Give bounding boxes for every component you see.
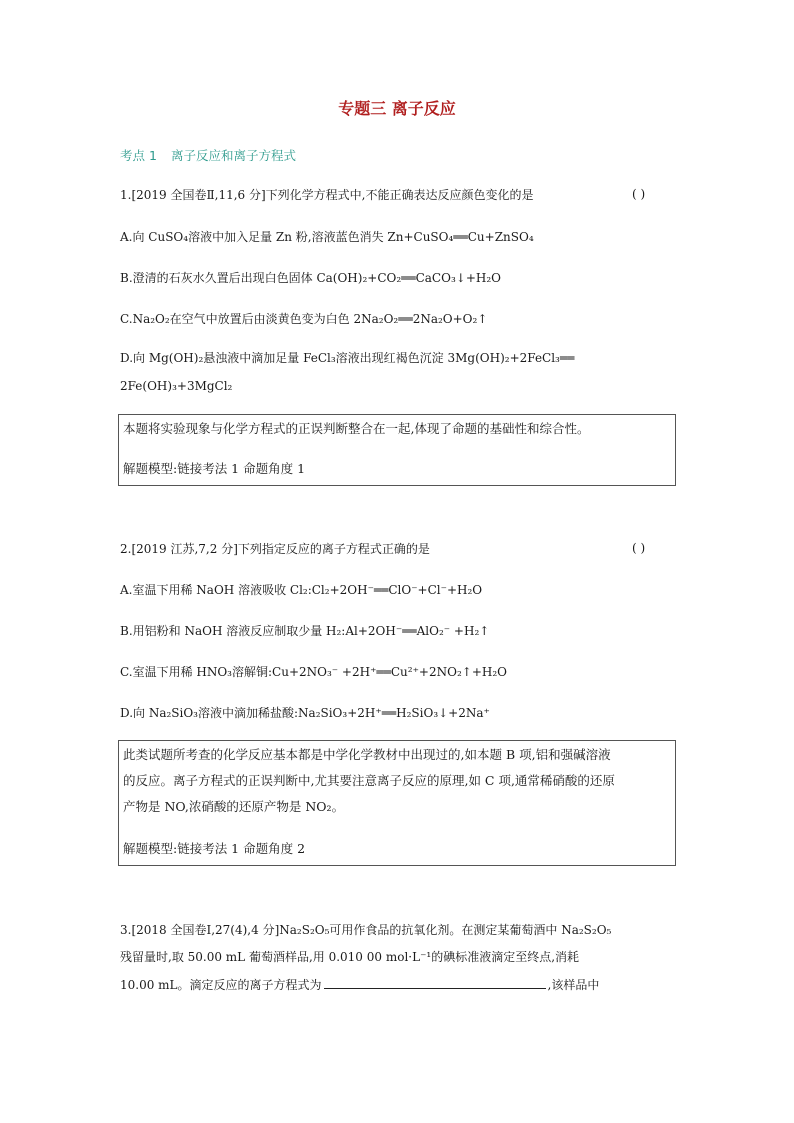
q1-option-d-line2: 2Fe(OH)₃+3MgCl₂ [120,379,233,393]
q1-solution-model: 解题模型:链接考法 1 命题角度 1 [123,461,306,476]
q2-option-c: C.室温下用稀 HNO₃溶解铜:Cu+2NO₃⁻ +2H⁺══Cu²⁺+2NO₂↑+H₂O [120,665,507,679]
q1-note-text: 本题将实验现象与化学方程式的正误判断整合在一起,体现了命题的基础性和综合性。 [123,421,590,436]
q2-option-b: B.用铝粉和 NaOH 溶液反应制取少量 H₂:Al+2OH⁻══AlO₂⁻ +H₂↑ [120,624,490,638]
q1-option-a: A.向 CuSO₄溶液中加入足量 Zn 粉,溶液蓝色消失 Zn+CuSO₄══Cu+ZnSO₄ [120,230,534,244]
q2-option-d: D.向 Na₂SiO₃溶液中滴加稀盐酸:Na₂SiO₃+2H⁺══H₂SiO₃↓+2Na⁺ [120,706,490,720]
q2-note-line3: 产物是 NO,浓硝酸的还原产物是 NO₂。 [123,799,345,814]
q2-option-a: A.室温下用稀 NaOH 溶液吸收 Cl₂:Cl₂+2OH⁻══ClO⁻+Cl⁻+H₂O [120,583,483,597]
q1-note-box [118,414,676,486]
q1-option-c: C.Na₂O₂在空气中放置后由淡黄色变为白色 2Na₂O₂══2Na₂O+O₂↑ [120,312,488,326]
q1-stem: 1.[2019 全国卷Ⅱ,11,6 分]下列化学方程式中,不能正确表达反应颜色变化的是 [120,188,534,202]
section-label: 考点 1 [120,148,157,163]
section-name: 离子反应和离子方程式 [170,148,296,163]
q2-note-line2: 的反应。离子方程式的正误判断中,尤其要注意离子反应的原理,如 C 项,通常稀硝酸的还原 [123,773,615,788]
q1-option-d-line1: D.向 Mg(OH)₂悬浊液中滴加足量 FeCl₃溶液出现红褐色沉淀 3Mg(OH)₂+2FeCl₃══ [120,351,575,365]
q3-line3 [120,976,599,993]
q3-line2: 残留量时,取 50.00 mL 葡萄酒样品,用 0.010 00 mol·L⁻¹的碘标准液滴定至终点,消耗 [120,950,580,964]
page-title: 专题三 离子反应 [338,99,456,118]
section-heading [120,146,296,164]
q3-line3-tail: ,该样品中 [547,978,600,992]
q2-note-box [118,740,676,866]
q1-option-b: B.澄清的石灰水久置后出现白色固体 Ca(OH)₂+CO₂══CaCO₃↓+H₂O [120,271,501,285]
q3-line1: 3.[2018 全国卷Ⅰ,27(4),4 分]Na₂S₂O₅可用作食品的抗氧化剂。在测定某葡萄酒中 Na₂S₂O₅ [120,923,612,937]
q3-line3-text: 10.00 mL。滴定反应的离子方程式为 [120,978,322,992]
q1-answer-paren: ( ) [632,187,646,201]
answer-blank[interactable] [324,976,546,989]
q2-answer-paren: ( ) [632,541,646,555]
q2-stem: 2.[2019 江苏,7,2 分]下列指定反应的离子方程式正确的是 [120,542,430,556]
q2-note-line1: 此类试题所考查的化学反应基本都是中学化学教材中出现过的,如本题 B 项,铝和强碱溶液 [123,747,611,762]
q2-solution-model: 解题模型:链接考法 1 命题角度 2 [123,841,306,856]
